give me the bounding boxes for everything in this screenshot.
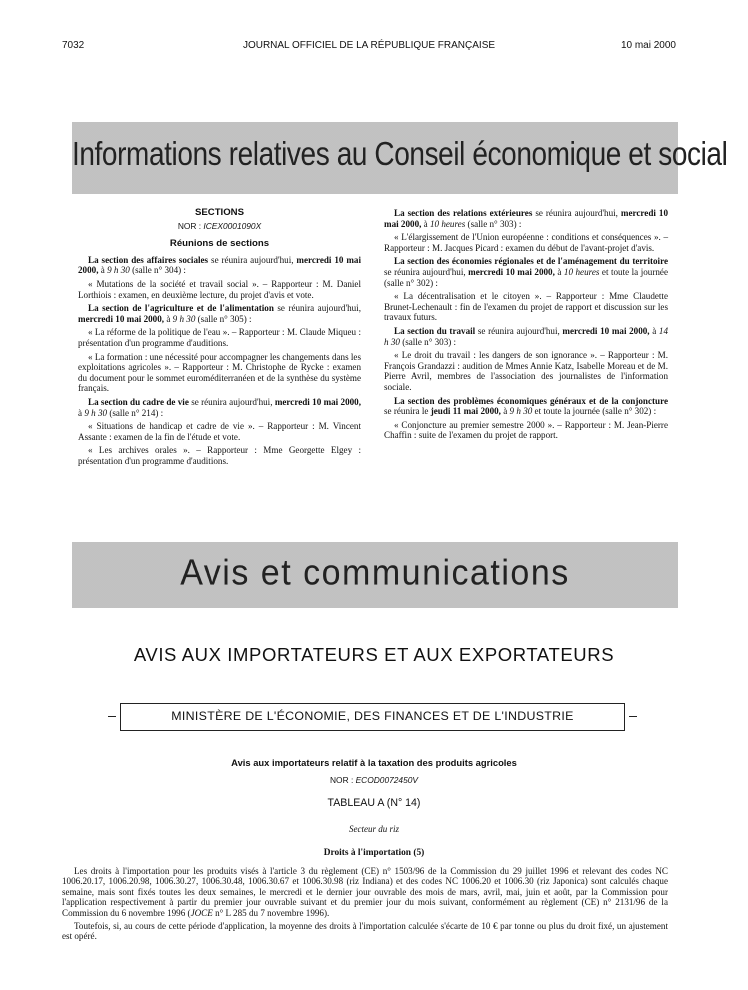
page-header	[62, 40, 676, 56]
section-agriculture: La section de l'agriculture et de l'alimentation se réunira aujourd'hui, mercredi 10 mai 2000, à 9 h 30 (salle n° 305) :	[78, 303, 361, 324]
agenda-item: « Les archives orales ». – Rapporteur : Mme Georgette Elgey : présentation d'un programme d'auditions.	[78, 445, 361, 466]
avis-banner	[72, 542, 678, 608]
section-problemes-economiques: La section des problèmes économiques généraux et de la conjoncture se réunira le jeudi 11 mai 2000, à 9 h 30 et toute la journée (salle n° 302) :	[384, 395, 668, 417]
section-relations-exterieures: La section des relations extérieures se réunira aujourd'hui, mercredi 10 mai 2000, à 10 heures (salle n° 303) :	[384, 208, 668, 229]
ces-banner-title: Informations relatives au Conseil économique et social	[72, 134, 728, 172]
journal-title: JOURNAL OFFICIEL DE LA RÉPUBLIQUE FRANÇAISE	[242, 40, 496, 51]
issue-date: 10 mai 2000	[620, 40, 676, 51]
agenda-item: « La réforme de la politique de l'eau ». – Rapporteur : M. Claude Miqueu : présentation d'un programme d'auditions.	[78, 327, 361, 348]
agenda-item: « Mutations de la société et travail social ». – Rapporteur : M. Daniel Lorthiois : examen, en deuxième lecture, du projet d'avis et vote.	[78, 278, 361, 300]
avis-banner-title: Avis et communications	[180, 553, 570, 593]
droits-title: Droits à l'importation (5)	[323, 848, 425, 858]
agenda-item: « Le droit du travail : les dangers de son ignorance ». – Rapporteur : M. François Grandazzi : audition de Mmes Annie Katz, Isabelle Moreau et de M. Pierre Avril, membres de l'association des journalistes de l'information sociale.	[384, 350, 668, 392]
sections-title: SECTIONS	[194, 207, 245, 218]
agenda-item: « La formation : une nécessité pour accompagner les changements dans les exploitations agricoles ». – Rapporteur : M. Christophe de Rycke : examen du document pour le sommet euroméditerranéen et de la synthèse du système français.	[78, 351, 361, 394]
tableau-title: TABLEAU A (N° 14)	[327, 797, 421, 809]
avis-importateurs-title: AVIS AUX IMPORTATEURS ET AUX EXPORTATEURS	[133, 644, 615, 665]
nor-reference: NOR : ICEX0001090X	[177, 220, 262, 231]
ministry-title: MINISTÈRE DE L'ÉCONOMIE, DES FINANCES ET DE L'INDUSTRIE	[171, 709, 574, 723]
ces-banner	[72, 122, 728, 194]
ministry-right-dash	[629, 716, 637, 717]
agenda-item: « La décentralisation et le citoyen ». – Rapporteur : Mme Claudette Brunet-Lechenault : fin de l'examen du projet de rapport et discussion sur les travaux futurs.	[384, 291, 668, 323]
secteur-title: Secteur du riz	[349, 824, 399, 834]
right-column	[384, 208, 668, 444]
agenda-item: « Conjoncture au premier semestre 2000 ». – Rapporteur : M. Jean-Pierre Chaffin : suite de l'examen du projet de rapport.	[384, 419, 668, 441]
ministry-box	[120, 703, 625, 731]
avis-subtitle: Avis aux importateurs relatif à la taxation des produits agricoles	[231, 757, 517, 768]
agenda-item: « Situations de handicap et cadre de vie ». – Rapporteur : M. Vincent Assante : examen de la fin de l'étude et vote.	[78, 421, 361, 442]
section-affaires-sociales: La section des affaires sociales se réunira aujourd'hui, mercredi 10 mai 2000, à 9 h 30 (salle n° 304) :	[78, 254, 362, 276]
avis-paragraph-1: Les droits à l'importation pour les produits visés à l'article 3 du règlement (CE) n° 1503/96 de la Commission du 29 juillet 1996 et relevant des codes NC 1006.20.17, 1006.20.98, 1006.30.27, 1006.30.48, 1006.30.67 et 1006.30.98 (riz Indiana) et des codes NC 1006.20 et 1006.30 (riz Japonica) sont calculés chaque semaine, mais sont fixés toutes les deux semaines, le mercredi et le dernier jour ouvrable des mois de mars, avril, mai, juin et août, par la Commission pour l'application respectivement à partir du premier jour ouvrable suivant et du premier jour du mois suivant, conformément au règlement (CE) n° 2131/96 de la Commission du 6 novembre 1996 (JOCE n° L 285 du 7 novembre 1996).	[62, 866, 668, 918]
page-number: 7032	[62, 40, 85, 51]
ministry-left-dash	[108, 716, 116, 717]
section-cadre-de-vie: La section du cadre de vie se réunira aujourd'hui, mercredi 10 mai 2000, à 9 h 30 (salle n° 214) :	[78, 396, 361, 418]
section-economies-regionales: La section des économies régionales et de l'aménagement du territoire se réunira aujourd'hui, mercredi 10 mai 2000, à 10 heures et toute la journée (salle n° 302) :	[384, 256, 668, 288]
section-travail: La section du travail se réunira aujourd'hui, mercredi 10 mai 2000, à 14 h 30 (salle n° 303) :	[384, 325, 668, 347]
avis-body	[62, 866, 668, 945]
agenda-item: « L'élargissement de l'Union européenne : conditions et conséquences ». – Rapporteur : M. Jacques Picard : examen du début de l'avant-projet d'avis.	[384, 232, 668, 253]
left-column	[78, 208, 361, 469]
nor-reference-2: NOR : ECOD0072450V	[330, 775, 418, 785]
reunions-subtitle: Réunions de sections	[169, 238, 270, 250]
avis-paragraph-2: Toutefois, si, au cours de cette période d'application, la moyenne des droits à l'importation calculée s'écarte de 10 € par tonne ou plus du droit fixé, un ajustement est opéré.	[62, 921, 668, 942]
